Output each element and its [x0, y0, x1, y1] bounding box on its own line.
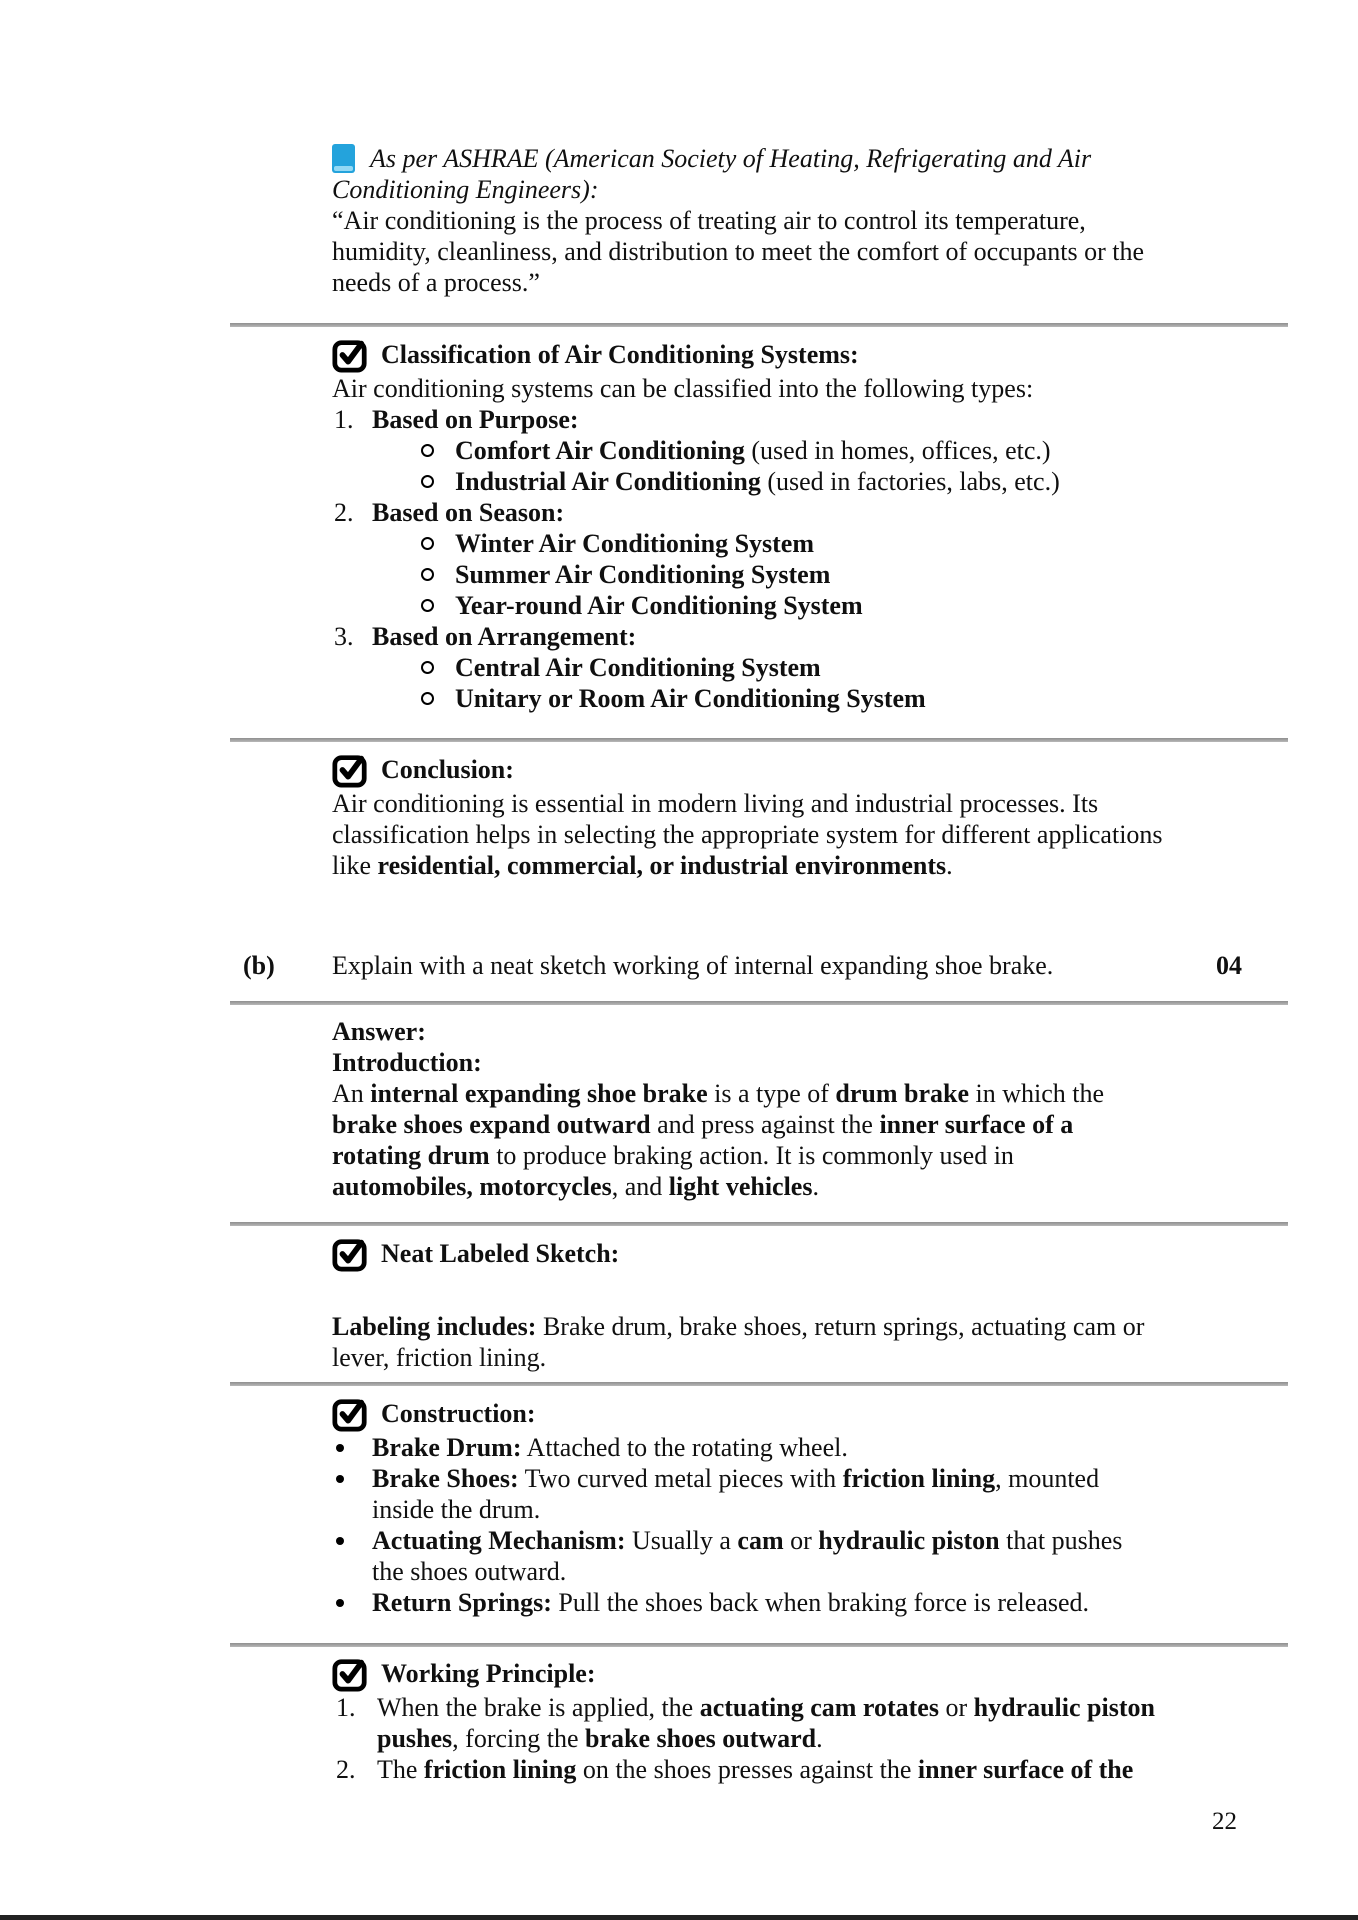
bullet-list-item-text: [372, 1526, 1122, 1586]
separator-rule: [230, 323, 1288, 327]
list-item-number: 1.: [334, 405, 354, 434]
numbered-list-item: [230, 404, 1288, 435]
dot-bullet-icon: [336, 1537, 344, 1545]
text-segment: Summer Air Conditioning System: [455, 560, 831, 589]
bullet-list-item: [230, 1587, 1129, 1618]
text-segment: is a type of: [707, 1079, 836, 1108]
working-principle-heading-text: Working Principle:: [381, 1659, 596, 1688]
numbered-step-item: [230, 1692, 1222, 1754]
text-segment: and press against the: [650, 1110, 880, 1139]
bullet-list-item: [230, 1463, 1129, 1525]
separator-rule: [230, 1382, 1288, 1386]
section-answer-introduction: [230, 1016, 1132, 1202]
text-segment: Return Springs:: [372, 1588, 552, 1617]
sub-list-item-text: [455, 467, 1060, 496]
section-conclusion: [230, 754, 1182, 881]
construction-heading: [230, 1398, 1288, 1432]
text-segment: Brake Shoes:: [372, 1464, 519, 1493]
text-segment: on the shoes presses against the: [576, 1755, 918, 1784]
sub-list-item: [230, 466, 1288, 497]
numbered-list-item: [230, 621, 1288, 652]
dot-bullet-icon: [336, 1475, 344, 1483]
step-text: [377, 1755, 1133, 1784]
text-segment: , forcing the: [452, 1724, 585, 1753]
text-segment: brake shoes expand outward: [332, 1110, 651, 1139]
bullet-list-item-text: [372, 1464, 1099, 1524]
checked-checkbox-icon: [332, 1396, 368, 1432]
section-working-principle: [230, 1658, 1288, 1785]
text-segment: Year-round Air Conditioning System: [455, 591, 863, 620]
question-b-row: [230, 950, 1288, 981]
text-segment: in which the: [969, 1079, 1105, 1108]
bullet-list-item-text: [372, 1433, 848, 1462]
dot-bullet-icon: [336, 1444, 344, 1452]
text-segment: , mounted inside the drum.: [372, 1464, 1100, 1524]
text-segment: (used in factories, labs, etc.): [760, 467, 1060, 496]
circle-bullet-icon: [421, 692, 434, 705]
text-segment: An: [332, 1079, 371, 1108]
introduction-label: Introduction:: [332, 1048, 482, 1077]
text-segment: friction lining: [423, 1755, 577, 1784]
working-principle-steps: [230, 1692, 1222, 1785]
sketch-labeling: [230, 1311, 1182, 1373]
conclusion-body: [230, 788, 1182, 881]
sub-list-item-text: [455, 436, 1051, 465]
bullet-list-item: [230, 1525, 1129, 1587]
text-segment: or: [783, 1526, 819, 1555]
text-segment: Winter Air Conditioning System: [455, 529, 814, 558]
working-principle-heading: [230, 1658, 1288, 1692]
text-segment: or: [938, 1693, 974, 1722]
text-segment: residential, commercial, or industrial environments: [377, 851, 947, 880]
numbered-list-item: [230, 497, 1288, 528]
conclusion-heading-text: Conclusion:: [381, 755, 514, 784]
sketch-heading: [230, 1238, 1182, 1272]
section-classification: [230, 339, 1288, 714]
text-segment: When the brake is applied, the: [377, 1693, 700, 1722]
text-segment: hydraulic piston pushes: [377, 1693, 1155, 1753]
text-segment: automobiles, motorcycles: [332, 1172, 612, 1201]
separator-rule: [230, 1222, 1288, 1226]
list-item-number: 2.: [334, 498, 354, 527]
text-segment: , and: [611, 1172, 669, 1201]
text-segment: Air conditioning is essential in modern living and industrial processes. Its classification helps in selecting the appropriate system for different applications like: [332, 789, 1163, 880]
sub-list-item-text: [455, 684, 926, 713]
checked-checkbox-icon: [332, 337, 368, 373]
text-segment: hydraulic piston: [818, 1526, 1000, 1555]
checked-checkbox-icon: [332, 1236, 368, 1272]
page-number: 22: [1212, 1808, 1237, 1835]
separator-rule: [230, 1643, 1288, 1647]
question-text: Explain with a neat sketch working of internal expanding shoe brake.: [332, 951, 1054, 980]
text-segment: actuating cam rotates: [699, 1693, 939, 1722]
construction-list: [230, 1432, 1129, 1618]
text-segment: Usually a: [625, 1526, 738, 1555]
text-segment: Actuating Mechanism:: [372, 1526, 626, 1555]
dot-bullet-icon: [336, 1599, 344, 1607]
circle-bullet-icon: [421, 475, 434, 488]
text-segment: Labeling includes:: [332, 1312, 537, 1341]
text-segment: Industrial Air Conditioning: [455, 467, 761, 496]
spacer: [230, 1303, 1182, 1311]
introduction-body: [332, 1078, 1132, 1202]
question-letter: (b): [243, 951, 275, 980]
classification-list: [230, 404, 1288, 714]
ashrae-quote: “Air conditioning is the process of treating air to control its temperature, humidity, cleanliness, and distribution to meet the comfort of occupants or the needs of a process.”: [332, 206, 1145, 297]
question-marks: 04: [1216, 951, 1242, 980]
ashrae-lead-line: [332, 143, 1177, 205]
page-bottom-edge: [0, 1915, 1358, 1920]
sub-list-item-text: [455, 560, 830, 589]
circle-bullet-icon: [421, 568, 434, 581]
sketch-heading-text: Neat Labeled Sketch:: [381, 1239, 620, 1268]
text-segment: friction lining: [842, 1464, 996, 1493]
text-segment: (used in homes, offices, etc.): [744, 436, 1051, 465]
classification-intro: Air conditioning systems can be classified into the following types:: [332, 374, 1034, 403]
text-segment: Pull the shoes back when braking force is released.: [551, 1588, 1090, 1617]
text-segment: Comfort Air Conditioning: [455, 436, 745, 465]
sub-list-item-text: [455, 529, 814, 558]
text-segment: .: [816, 1724, 823, 1753]
text-segment: Brake drum, brake shoes, return springs, actuating cam or lever, friction lining.: [332, 1312, 1145, 1372]
text-segment: that pushes the shoes outward.: [372, 1526, 1123, 1586]
sub-list-item: [230, 683, 1288, 714]
blue-square-shine: [334, 166, 353, 171]
document-content: [230, 0, 1288, 1920]
section-ashrae-definition: [230, 143, 1177, 298]
circle-bullet-icon: [421, 537, 434, 550]
circle-bullet-icon: [421, 444, 434, 457]
list-item-label: Based on Season:: [372, 498, 565, 527]
text-segment: inner surface of the: [917, 1755, 1134, 1784]
text-segment: Unitary or Room Air Conditioning System: [455, 684, 926, 713]
sub-list-item: [230, 559, 1288, 590]
step-number: 1.: [336, 1693, 356, 1722]
classification-heading-text: Classification of Air Conditioning Systems:: [381, 340, 859, 369]
sub-list-item: [230, 435, 1288, 466]
text-segment: The: [377, 1755, 424, 1784]
text-segment: light vehicles: [668, 1172, 813, 1201]
text-segment: drum brake: [835, 1079, 970, 1108]
section-neat-labeled-sketch: [230, 1238, 1182, 1373]
sub-list-item: [230, 652, 1288, 683]
text-segment: Two curved metal pieces with: [518, 1464, 843, 1493]
text-segment: cam: [737, 1526, 784, 1555]
text-segment: to produce braking action. It is commonly used in: [489, 1141, 1014, 1170]
text-segment: Central Air Conditioning System: [455, 653, 821, 682]
text-segment: inner surface of a rotating drum: [332, 1110, 1074, 1170]
list-item-number: 3.: [334, 622, 354, 651]
circle-bullet-icon: [421, 661, 434, 674]
sub-list-item: [230, 590, 1288, 621]
sub-list-item-text: [455, 591, 863, 620]
sub-list-item-text: [455, 653, 821, 682]
step-text: [377, 1693, 1155, 1753]
circle-bullet-icon: [421, 599, 434, 612]
text-segment: Brake Drum:: [372, 1433, 522, 1462]
checked-checkbox-icon: [332, 1656, 368, 1692]
answer-label: Answer:: [332, 1017, 426, 1046]
checked-checkbox-icon: [332, 752, 368, 788]
separator-rule: [230, 1001, 1288, 1005]
classification-heading: [230, 339, 1288, 373]
blue-square-bullet-icon: [332, 144, 355, 173]
ashrae-lead-text: [332, 144, 1091, 204]
text-segment: .: [946, 851, 953, 880]
step-number: 2.: [336, 1755, 356, 1784]
text-segment: brake shoes outward: [585, 1724, 817, 1753]
text-segment: As per ASHRAE (American Society of Heating, Refrigerating and Air Conditioning Engineers):: [332, 144, 1092, 204]
construction-heading-text: Construction:: [381, 1399, 536, 1428]
list-item-label: Based on Arrangement:: [372, 622, 637, 651]
bullet-list-item: [230, 1432, 1129, 1463]
numbered-step-item: [230, 1754, 1222, 1785]
separator-rule: [230, 738, 1288, 742]
blank-line: [230, 1272, 1182, 1303]
sub-list-item: [230, 528, 1288, 559]
text-segment: Attached to the rotating wheel.: [521, 1433, 848, 1462]
text-segment: .: [812, 1172, 819, 1201]
list-item-label: Based on Purpose:: [372, 405, 579, 434]
section-construction: [230, 1398, 1288, 1618]
conclusion-heading: [230, 754, 1182, 788]
bullet-list-item-text: [372, 1588, 1089, 1617]
text-segment: internal expanding shoe brake: [370, 1079, 708, 1108]
